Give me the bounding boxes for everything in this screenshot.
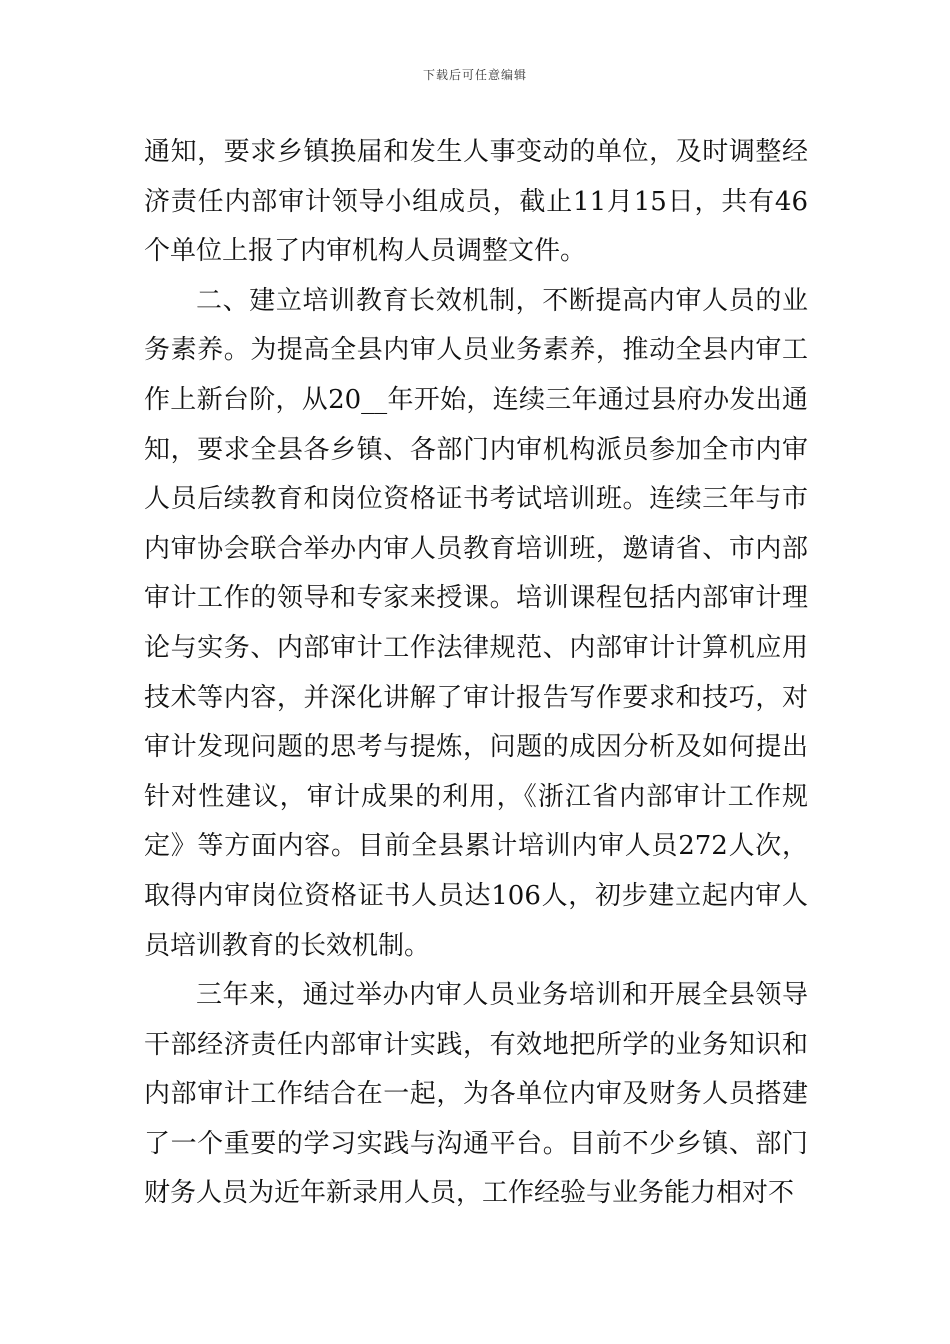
page-header: 下载后可任意编辑 (422, 68, 527, 82)
paragraph-three-years: 三年来，通过举办内审人员业务培训和开展全县领导干部经济责任内部审计实践，有效地把所学的业务知识和内部审计工作结合在一起，为各单位内审及财务人员搭建了一个重要的学习实践与沟通平台。目前不少乡镇、部门财务人员为近年新录用人员，工作经验与业务能力相对不 (144, 980, 808, 1209)
document-body (144, 128, 808, 1219)
paragraph-continuation: 通知，要求乡镇换届和发生人事变动的单位，及时调整经济责任内部审计领导小组成员，截止11月15日，共有46个单位上报了内审机构人员调整文件。 (144, 137, 808, 267)
paragraph-training-mechanism: 二、建立培训教育长效机制，不断提高内审人员的业务素养。为提高全县内审人员业务素养，推动全县内审工作上新台阶，从20__年开始，连续三年通过县府办发出通知，要求全县各乡镇、各部门内审机构派员参加全市内审人员后续教育和岗位资格证书考试培训班。连续三年与市内审协会联合举办内审人员教育培训班，邀请省、市内部审计工作的领导和专家来授课。培训课程包括内部审计理论与实务、内部审计工作法律规范、内部审计计算机应用技术等内容，并深化讲解了审计报告写作要求和技巧，对审计发现问题的思考与提炼，问题的成因分析及如何提出针对性建议，审计成果的利用，《浙江省内部审计工作规定》等方面内容。目前全县累计培训内审人员272人次，取得内审岗位资格证书人员达106人，初步建立起内审人员培训教育的长效机制。 (144, 285, 808, 961)
